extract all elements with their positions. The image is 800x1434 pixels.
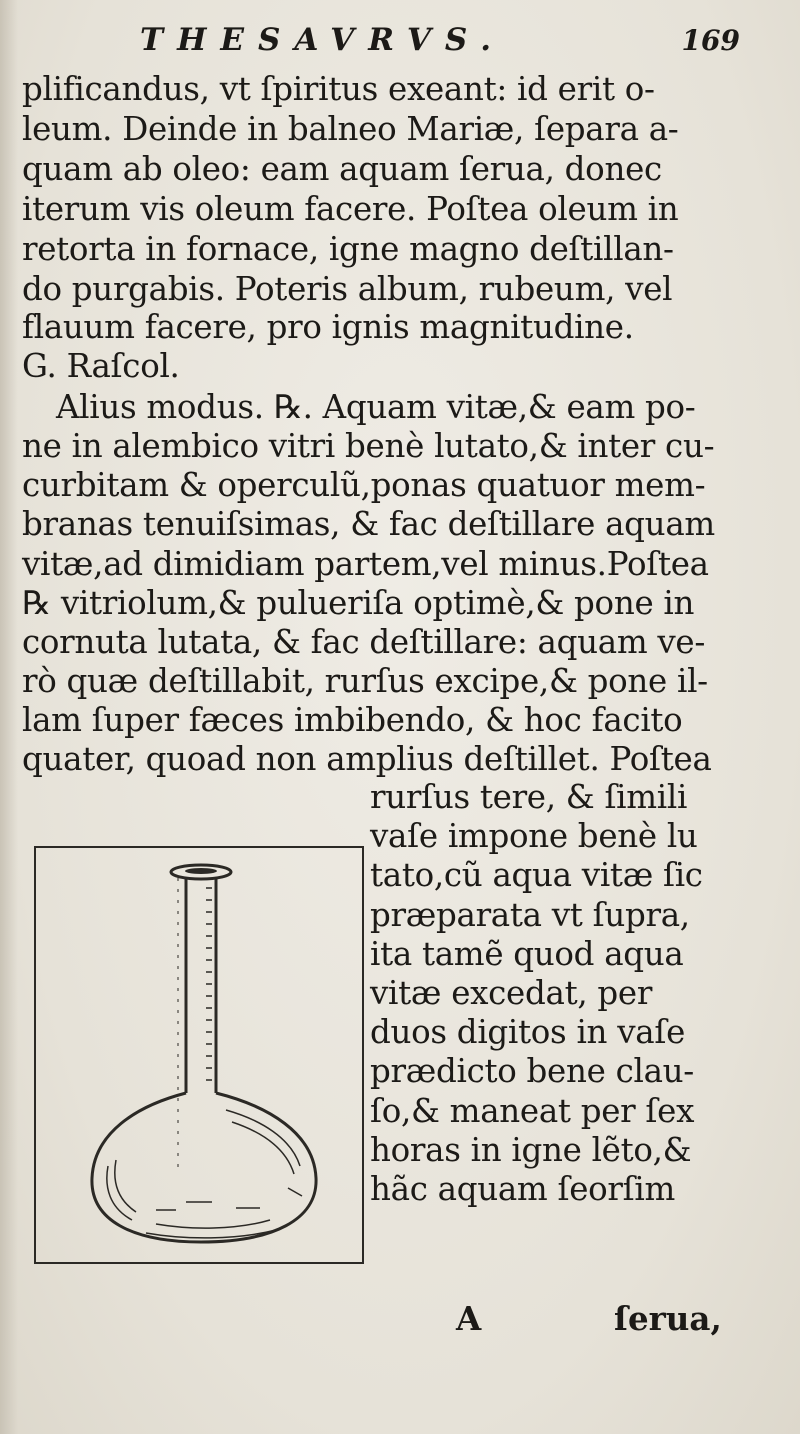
text-line: cornuta lutata, & fac deſtillare: aquam ve-: [22, 623, 706, 661]
text-line-beside-figure: præparata vt ſupra,: [370, 896, 690, 934]
text-line: retorta in fornace, igne magno deſtillan-: [22, 230, 674, 268]
text-line: do purgabis. Poteris album, rubeum, vel: [22, 270, 673, 308]
text-line: lam ſuper fæces imbibendo, & hoc facito: [22, 701, 683, 739]
running-title: THESAVRVS.: [140, 22, 506, 58]
page-number: 169: [681, 24, 740, 57]
text-line: leum. Deinde in balneo Mariæ, ſepara a-: [22, 110, 679, 148]
text-line: flauum facere, pro ignis magnitudine.: [22, 308, 634, 346]
text-line-beside-figure: duos digitos in vaſe: [370, 1013, 686, 1051]
text-line: quater, quoad non amplius deſtillet. Poſtea: [22, 740, 712, 778]
text-line: vitæ,ad dimidiam partem,vel minus.Poſtea: [22, 545, 709, 583]
text-line: plificandus, vt ſpiritus exeant: id erit o-: [22, 70, 655, 108]
page-header: [140, 22, 740, 62]
text-line-beside-figure: tato,cũ aqua vitæ ſic: [370, 856, 703, 894]
text-line-beside-figure: ita tamẽ quod aqua: [370, 935, 684, 973]
text-line: ne in alembico vitri benè lutato,& inter cu-: [22, 427, 715, 465]
text-line-beside-figure: hãc aquam ſeorſim: [370, 1170, 675, 1208]
text-line-beside-figure: ſo,& maneat per ſex: [370, 1092, 695, 1130]
vessel-illustration: [34, 846, 364, 1264]
text-line: quam ab oleo: eam aquam ſerua, donec: [22, 150, 662, 188]
text-line: Alius modus. ℞. Aquam vitæ,& eam po-: [56, 388, 696, 426]
spine-shadow: [0, 0, 18, 1434]
text-line-beside-figure: horas in igne lẽto,&: [370, 1131, 692, 1169]
text-line-beside-figure: vitæ excedat, per: [370, 974, 653, 1012]
text-line-beside-figure: rurſus tere, & ſimili: [370, 778, 688, 816]
text-line-beside-figure: prædicto bene clau-: [370, 1052, 694, 1090]
text-line: curbitam & operculũ,ponas quatuor mem-: [22, 466, 706, 504]
signature-mark: A: [456, 1299, 481, 1338]
text-line: rò quæ deſtillabit, rurſus excipe,& pone il-: [22, 662, 708, 700]
text-line: G. Raſcol.: [22, 347, 180, 385]
text-line: ℞ vitriolum,& pulueriſa optimè,& pone in: [22, 584, 695, 622]
text-line-beside-figure: vaſe impone benè lu: [370, 817, 698, 855]
catchword: ſerua,: [614, 1299, 722, 1338]
glass-vessel-icon: [36, 848, 362, 1262]
text-line: iterum vis oleum facere. Poſtea oleum in: [22, 190, 679, 228]
text-line: branas tenuiſsimas, & fac deſtillare aquam: [22, 505, 715, 543]
